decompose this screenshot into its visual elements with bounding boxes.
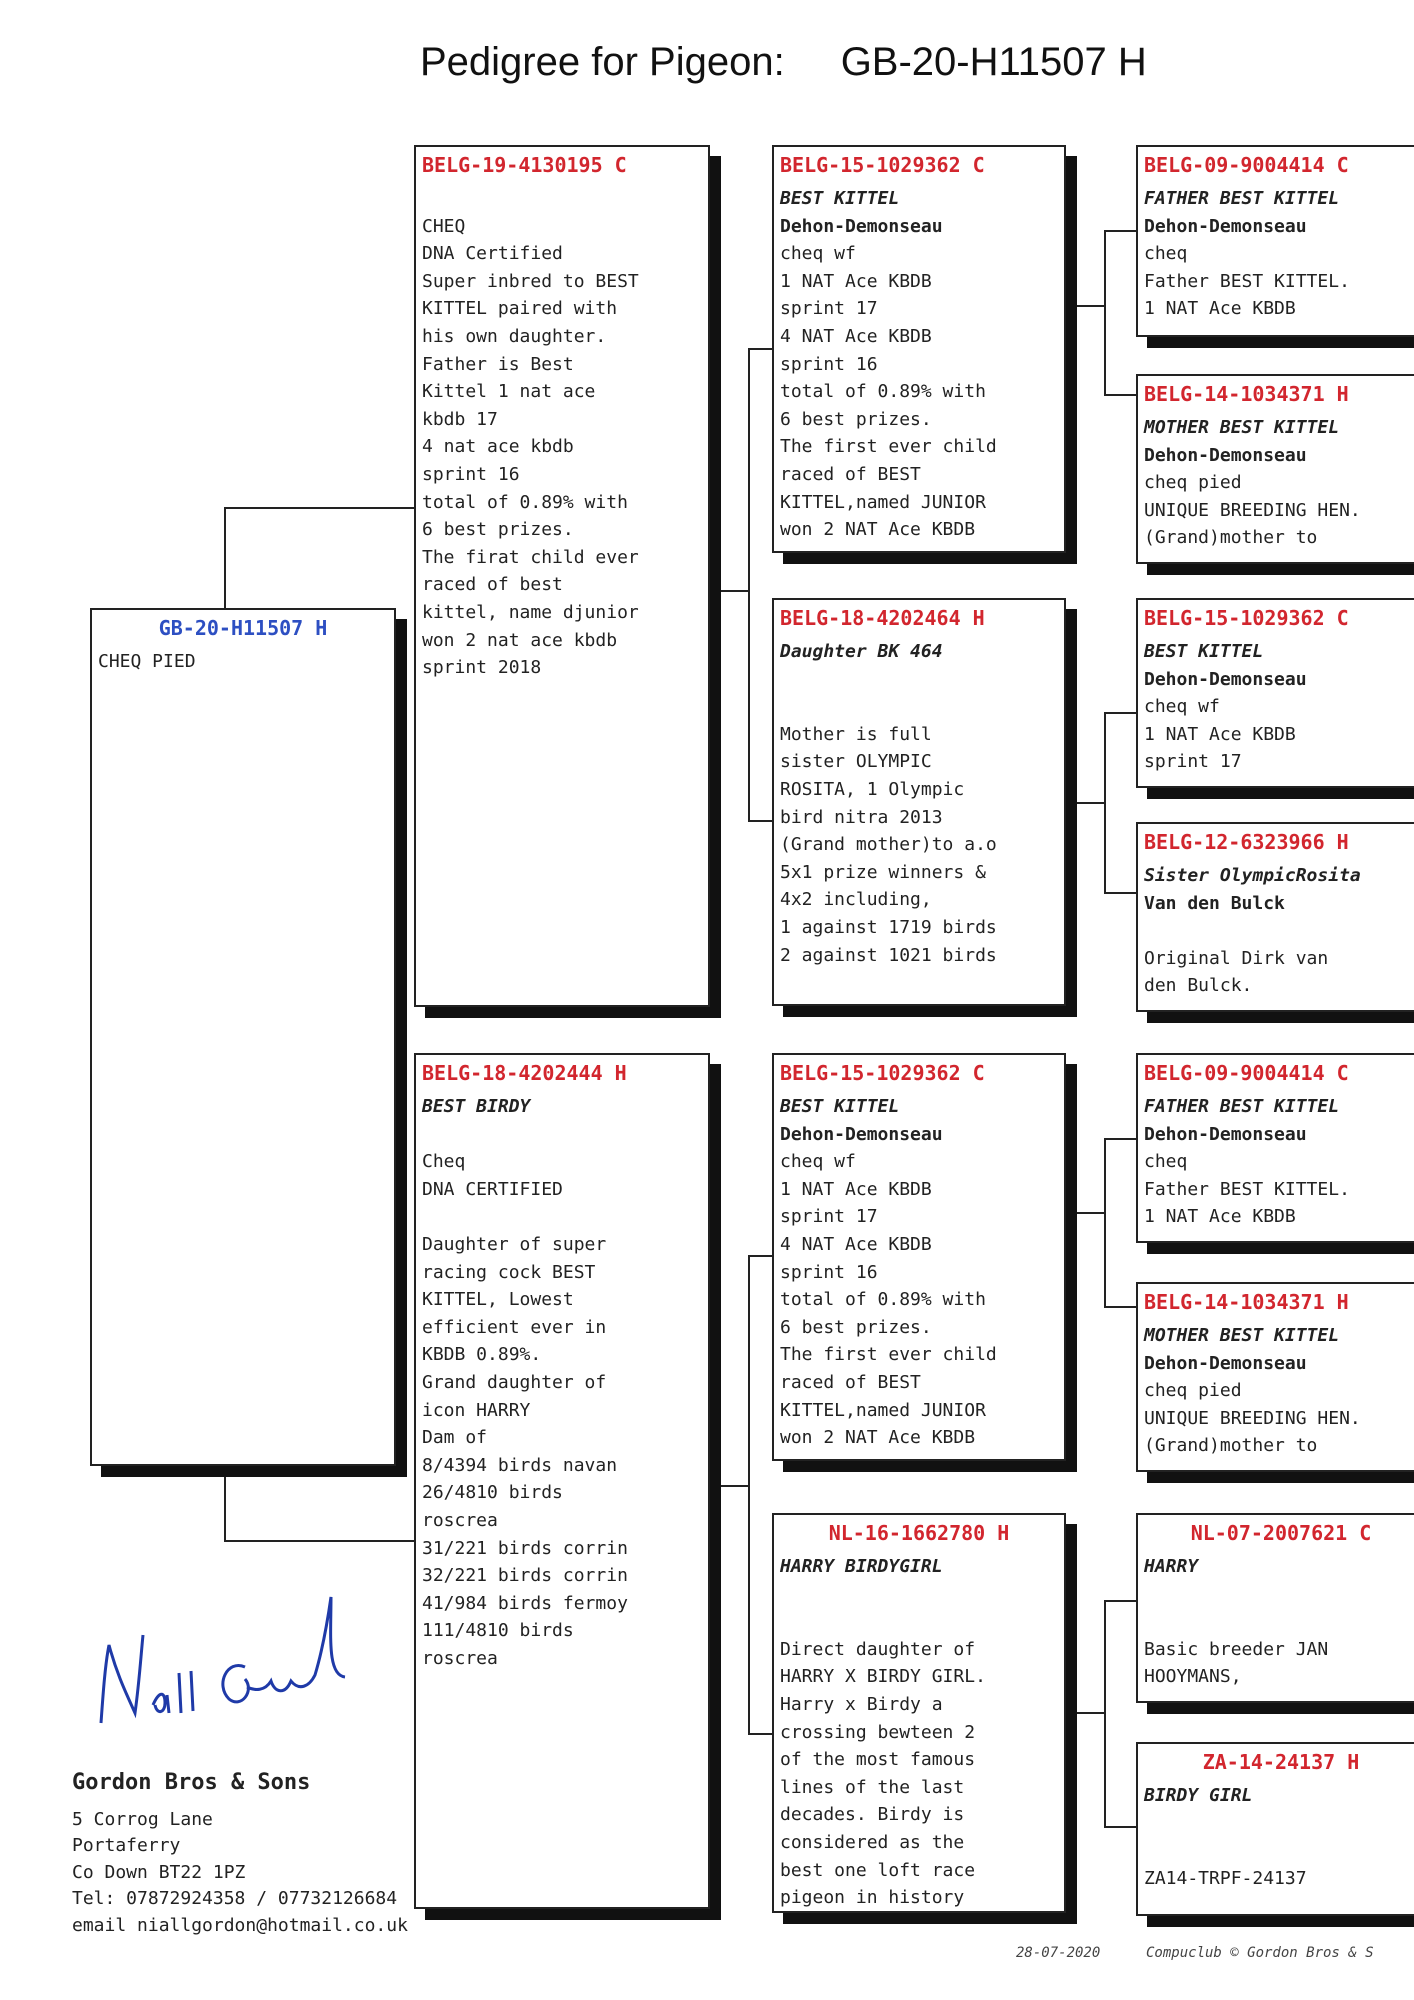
connector-line	[1076, 1712, 1106, 1714]
sire-dam-card	[772, 598, 1066, 1006]
title-prefix: Pedigree for Pigeon:	[420, 40, 785, 84]
ring-number: BELG-12-6323966 H	[1144, 830, 1349, 854]
sss-card	[1136, 145, 1414, 337]
card-notes: Mother is full sister OLYMPIC ROSITA, 1 Olympic bird nitra 2013 (Grand mother)to a.o 5x1 prize winners & 4x2 including, 1 against 1719 birds 2 against 1021 birds	[780, 723, 997, 966]
connector-line	[1104, 892, 1136, 894]
connector-line	[1076, 1212, 1106, 1214]
dam-dam-card	[772, 1513, 1066, 1913]
pigeon-name: BEST KITTEL	[1144, 641, 1264, 662]
pigeon-name: MOTHER BEST KITTEL	[1144, 1325, 1340, 1346]
ssd-card	[1136, 374, 1414, 564]
pigeon-name: MOTHER BEST KITTEL	[1144, 417, 1340, 438]
ring-number: BELG-15-1029362 C	[780, 1061, 985, 1085]
connector-line	[720, 590, 750, 592]
connector-line	[1104, 712, 1136, 714]
subject-card	[90, 608, 396, 1466]
dss-card	[1136, 1053, 1414, 1243]
card-notes: cheq Father BEST KITTEL. 1 NAT Ace KBDB	[1144, 243, 1350, 320]
ring-number: BELG-09-9004414 C	[1144, 153, 1349, 177]
telephone: Tel: 07872924358 / 07732126684	[72, 1888, 398, 1909]
connector-line	[748, 348, 772, 350]
breeder-name: Dehon-Demonseau	[780, 215, 943, 237]
print-date: 28-07-2020	[1016, 1945, 1101, 1961]
ring-number: BELG-18-4202464 H	[780, 606, 985, 630]
email: email niallgordon@hotmail.co.uk	[72, 1914, 408, 1936]
title-ring-number: GB-20-H11507 H	[840, 40, 1147, 84]
dam-sire-card	[772, 1053, 1066, 1461]
card-notes: cheq Father BEST KITTEL. 1 NAT Ace KBDB	[1144, 1151, 1350, 1228]
connector-line	[1104, 1138, 1106, 1308]
address-line: 5 Corrog Lane	[72, 1808, 213, 1830]
connector-line	[748, 1255, 750, 1735]
ring-number: BELG-15-1029362 C	[780, 153, 985, 177]
page-title	[420, 40, 1220, 85]
address-line: Co Down BT22 1PZ	[72, 1861, 246, 1883]
software-credit: Compuclub © Gordon Bros & S	[1146, 1945, 1374, 1961]
dam-card	[414, 1053, 710, 1909]
breeder-name: Dehon-Demonseau	[1144, 1352, 1307, 1374]
ring-number: NL-16-1662780 H	[828, 1521, 1010, 1545]
connector-line	[748, 1733, 772, 1735]
card-notes: Cheq DNA CERTIFIED Daughter of super racing cock BEST KITTEL, Lowest efficient ever in KBDB 0.89%. Grand daughter of icon HARRY Dam of 8/4394 birds navan 26/4810 birds roscrea 31/221 birds corrin 32/221 birds corrin 41/984 birds fermoy 111/4810 birds roscrea	[422, 1151, 628, 1669]
pigeon-name: BEST KITTEL	[780, 1096, 900, 1117]
card-notes: cheq pied UNIQUE BREEDING HEN. (Grand)mother to	[1144, 1380, 1361, 1457]
breeder-name: Van den Bulck	[1144, 892, 1285, 914]
breeder-name: Dehon-Demonseau	[780, 1123, 943, 1145]
sds-card	[1136, 598, 1414, 788]
sire-sire-card	[772, 145, 1066, 553]
card-notes: Basic breeder JAN HOOYMANS,	[1144, 1638, 1329, 1688]
connector-line	[1076, 802, 1106, 804]
card-notes: cheq wf 1 NAT Ace KBDB sprint 17 4 NAT Ace KBDB sprint 16 total of 0.89% with 6 best prizes. The first ever child raced of BEST KITTEL,named JUNIOR won 2 NAT Ace KBDB	[780, 1151, 997, 1449]
ring-number: BELG-19-4130195 C	[422, 153, 627, 177]
connector-line	[1104, 1826, 1136, 1828]
pigeon-name: Daughter BK 464	[780, 641, 943, 662]
connector-line	[1104, 1306, 1136, 1308]
connector-line	[748, 820, 772, 822]
pigeon-name: FATHER BEST KITTEL	[1144, 1096, 1340, 1117]
connector-line	[720, 1485, 750, 1487]
address-line: Portaferry	[72, 1835, 181, 1856]
card-notes: cheq pied UNIQUE BREEDING HEN. (Grand)mother to	[1144, 472, 1361, 549]
pigeon-name: Sister OlympicRosita	[1144, 865, 1361, 886]
ring-number: BELG-09-9004414 C	[1144, 1061, 1349, 1085]
pigeon-name: BEST BIRDY	[422, 1096, 531, 1117]
connector-line	[224, 1540, 414, 1542]
card-notes: Original Dirk van den Bulck.	[1144, 947, 1329, 997]
card-notes: cheq wf 1 NAT Ace KBDB sprint 17	[1144, 696, 1296, 773]
sire-card	[414, 145, 710, 1007]
connector-line	[1104, 230, 1136, 232]
connector-line	[224, 507, 414, 509]
connector-line	[1104, 1600, 1106, 1828]
connector-line	[224, 1462, 226, 1540]
ring-number: GB-20-H11507 H	[158, 616, 328, 640]
card-notes: ZA14-TRPF-24137	[1144, 1867, 1307, 1889]
connector-line	[1104, 1600, 1136, 1602]
company-name: Gordon Bros & Sons	[72, 1770, 311, 1795]
ring-number: BELG-14-1034371 H	[1144, 382, 1349, 406]
breeder-name: Dehon-Demonseau	[1144, 1123, 1307, 1145]
ring-number: BELG-18-4202444 H	[422, 1061, 627, 1085]
ring-number: BELG-14-1034371 H	[1144, 1290, 1349, 1314]
ddd-card	[1136, 1742, 1414, 1916]
pigeon-name: HARRY	[1144, 1556, 1199, 1577]
connector-line	[1104, 394, 1136, 396]
sdd-card	[1136, 822, 1414, 1012]
connector-line	[748, 348, 750, 822]
card-notes: CHEQ PIED	[98, 651, 196, 672]
connector-line	[1104, 712, 1106, 894]
connector-line	[224, 507, 226, 609]
signature	[95, 1595, 355, 1745]
connector-line	[748, 1255, 772, 1257]
ring-number: ZA-14-24137 H	[1202, 1750, 1360, 1774]
card-notes: Direct daughter of HARRY X BIRDY GIRL. Harry x Birdy a crossing bewteen 2 of the most famous lines of the last decades. Birdy is considered as the best one loft race pigeon in history	[780, 1638, 986, 1909]
dsd-card	[1136, 1282, 1414, 1472]
connector-line	[1104, 230, 1106, 396]
pigeon-name: BEST KITTEL	[780, 188, 900, 209]
breeder-name: Dehon-Demonseau	[1144, 444, 1307, 466]
breeder-name: Dehon-Demonseau	[1144, 668, 1307, 690]
connector-line	[1104, 1138, 1136, 1140]
dds-card	[1136, 1513, 1414, 1703]
breeder-name: Dehon-Demonseau	[1144, 215, 1307, 237]
pigeon-name: BIRDY GIRL	[1144, 1785, 1253, 1806]
connector-line	[1076, 305, 1106, 307]
ring-number: BELG-15-1029362 C	[1144, 606, 1349, 630]
pigeon-name: HARRY BIRDYGIRL	[780, 1556, 943, 1577]
ring-number: NL-07-2007621 C	[1190, 1521, 1372, 1545]
pigeon-name: FATHER BEST KITTEL	[1144, 188, 1340, 209]
card-notes: cheq wf 1 NAT Ace KBDB sprint 17 4 NAT Ace KBDB sprint 16 total of 0.89% with 6 best prizes. The first ever child raced of BEST KITTEL,named JUNIOR won 2 NAT Ace KBDB	[780, 243, 997, 541]
card-notes: CHEQ DNA Certified Super inbred to BEST KITTEL paired with his own daughter. Father is Best Kittel 1 nat ace kbdb 17 4 nat ace kbdb sprint 16 total of 0.89% with 6 best prizes. The firat child ever raced of best kittel, name djunior won 2 nat ace kbdb sprint 2018	[422, 215, 639, 679]
owner-details	[72, 1770, 408, 1939]
